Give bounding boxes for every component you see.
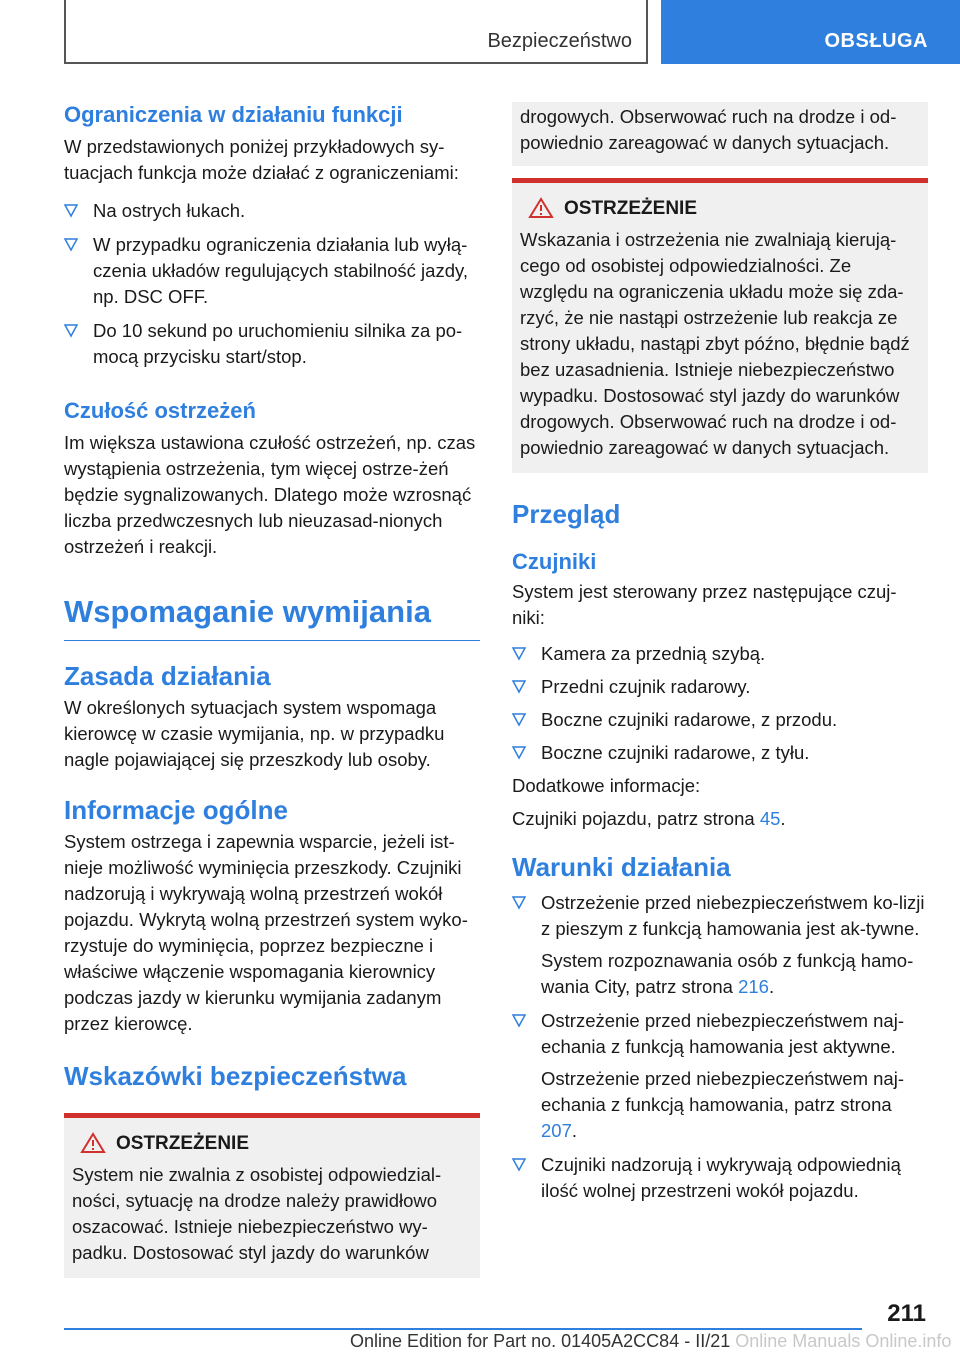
warning-triangle-icon bbox=[528, 197, 554, 219]
heading-evasion-assistant: Wspomaganie wymijania bbox=[64, 592, 480, 641]
paragraph-limitations: W przedstawionych poniżej przykładowych sy-tuacjach funkcja może działać z ograniczeniami: bbox=[64, 136, 459, 183]
footer-edition: Online Edition for Part no. 01405A2CC84 - II/21 Online Manuals Online.info bbox=[350, 1331, 952, 1351]
triangle-bullet-icon bbox=[64, 204, 78, 218]
heading-safety: Wskazówki bezpieczeństwa bbox=[64, 1061, 407, 1091]
list-subitem: System rozpoznawania osób z funkcją hamo-wania City, patrz strona 216. bbox=[541, 950, 914, 997]
paragraph-sensitivity: Im większa ustawiona czułość ostrzeżeń, np. czas wystąpienia ostrzeżenia, tym więcej ostrze-żeń będzie sygnalizowanych. Dlatego może wzrosnąć liczba przedwczesnych lub nieuzasad-nionych ostrzeżeń i reakcji. bbox=[64, 432, 476, 557]
header-tab-label: OBSŁUGA bbox=[824, 30, 928, 52]
warning-text: Wskazania i ostrzeżenia nie zwalniają kierują-cego od osobistej odpowiedzialności. Ze względu na ograniczenia układu może się zda-rzyć, że nie nastąpi ostrzeżenie lub reakcja ze strony układu, nastąpi zbyt późno, błędnie bądź bez uzasadnienia. Istnieje niebezpieczeństwo wypadku. Dostosować styl jazdy do warunków drogowych. Obserwować ruch na drodze i od-powiednio zareagować w danych sytuacjach. bbox=[520, 229, 910, 458]
header-section-box bbox=[64, 0, 648, 64]
warning-title: OSTRZEŻENIE bbox=[72, 1130, 472, 1158]
triangle-bullet-icon bbox=[512, 647, 526, 661]
warning-text: System nie zwalnia z osobistej odpowiedzial-ności, sytuację na drodze należy prawidłowo oszacować. Istnieje niebezpieczeństwo wy-padku. Dostosować styl jazdy do warunków bbox=[72, 1164, 442, 1263]
paragraph-sensors: System jest sterowany przez następujące czuj-niki: bbox=[512, 581, 897, 628]
heading-general-info: Informacje ogólne bbox=[64, 795, 288, 825]
list-item: Przedni czujnik radarowy. bbox=[512, 674, 928, 700]
heading-sensors: Czujniki bbox=[512, 549, 597, 574]
page-number: 211 bbox=[887, 1300, 926, 1327]
paragraph-more-info: Dodatkowe informacje: bbox=[512, 775, 701, 796]
heading-conditions: Warunki działania bbox=[512, 852, 731, 882]
page-link[interactable]: 207 bbox=[541, 1120, 572, 1141]
page-link[interactable]: 45 bbox=[759, 808, 781, 829]
footer-divider bbox=[64, 1328, 862, 1330]
list-item: Boczne czujniki radarowe, z przodu. bbox=[512, 707, 928, 733]
warning-title: OSTRZEŻENIE bbox=[520, 195, 920, 223]
triangle-bullet-icon bbox=[512, 1158, 526, 1172]
triangle-bullet-icon bbox=[512, 1014, 526, 1028]
triangle-bullet-icon bbox=[512, 896, 526, 910]
triangle-bullet-icon bbox=[512, 746, 526, 760]
list-item: Ostrzeżenie przed niebezpieczeństwem ko-lizji z pieszym z funkcją hamowania jest ak-tywne. bbox=[512, 890, 928, 942]
triangle-bullet-icon bbox=[64, 238, 78, 252]
list-item: Na ostrych łukach. bbox=[64, 198, 480, 224]
list-item: W przypadku ograniczenia działania lub wyłą-czenia układów regulujących stabilność jazdy, np. DSC OFF. bbox=[64, 232, 480, 310]
heading-sensitivity: Czułość ostrzeżeń bbox=[64, 398, 256, 423]
list-item: Czujniki nadzorują i wykrywają odpowiednią ilość wolnej przestrzeni wokół pojazdu. bbox=[512, 1152, 928, 1204]
heading-limitations: Ograniczenia w działaniu funkcji bbox=[64, 102, 403, 127]
warning-box bbox=[64, 1113, 480, 1278]
list-item: Do 10 sekund po uruchomieniu silnika za po-mocą przycisku start/stop. bbox=[64, 318, 480, 370]
paragraph-general-info: System ostrzega i zapewnia wsparcie, jeżeli ist-nieje możliwość wyminięcia przeszkody. Czujniki nadzorują i wykrywają wolną przestrzeń wokół pojazdu. Wykrytą wolną przestrzeń system wyko-rzystuje do wyminięcia, poprzez bezpieczne i właściwe włączenie wspomagania kierownicy podczas jazdy w kierunku wymijania zadanym przez kierowcę. bbox=[64, 831, 468, 1034]
watermark: Online Manuals Online.info bbox=[735, 1331, 952, 1351]
reference-vehicle-sensors: Czujniki pojazdu, patrz strona 45. bbox=[512, 808, 786, 829]
header-section-title: Bezpieczeństwo bbox=[487, 30, 632, 52]
list-item: Boczne czujniki radarowe, z tyłu. bbox=[512, 740, 928, 766]
triangle-bullet-icon bbox=[512, 713, 526, 727]
triangle-bullet-icon bbox=[64, 324, 78, 338]
warning-triangle-icon bbox=[80, 1132, 106, 1154]
paragraph-principle: W określonych sytuacjach system wspomaga kierowcę w czasie wymijania, np. w przypadku nagle pojawiającej się przeszkody lub osoby. bbox=[64, 697, 445, 770]
left-column bbox=[64, 100, 480, 1278]
warning-box-continued bbox=[512, 102, 928, 166]
list-item: Ostrzeżenie przed niebezpieczeństwem naj-echania z funkcją hamowania jest aktywne. bbox=[512, 1008, 928, 1060]
list-subitem: Ostrzeżenie przed niebezpieczeństwem naj-echania z funkcją hamowania, patrz strona 207. bbox=[541, 1068, 904, 1141]
warning-continued-text: drogowych. Obserwować ruch na drodze i od-powiednio zareagować w danych sytuacjach. bbox=[520, 106, 897, 153]
right-column bbox=[512, 102, 928, 1204]
heading-overview: Przegląd bbox=[512, 499, 621, 529]
list-item: Kamera za przednią szybą. bbox=[512, 641, 928, 667]
page-link[interactable]: 216 bbox=[738, 976, 769, 997]
warning-box bbox=[512, 178, 928, 473]
header-tab-operation[interactable] bbox=[661, 0, 960, 64]
heading-principle: Zasada działania bbox=[64, 661, 271, 691]
triangle-bullet-icon bbox=[512, 680, 526, 694]
